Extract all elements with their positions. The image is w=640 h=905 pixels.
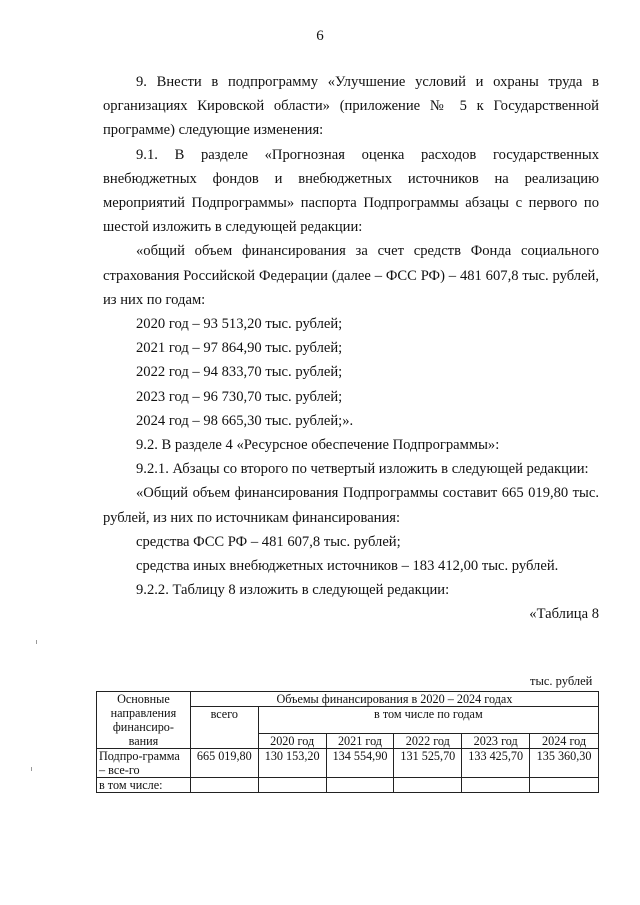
header-year-2024: 2024 год (530, 734, 599, 749)
year-line-2024: 2024 год – 98 665,30 тыс. рублей;». (136, 412, 354, 429)
financing-table (96, 691, 599, 793)
header-year-2020: 2020 год (258, 734, 326, 749)
table-header-row (97, 692, 599, 707)
paragraph-9-2-1: 9.2.1. Абзацы со второго по четвертый изложить в следующей редакции: (136, 461, 589, 478)
cell-2020: 130 153,20 (258, 749, 326, 778)
document-body (103, 70, 599, 627)
row-label: в том числе: (97, 778, 191, 793)
year-line-2022: 2022 год – 94 833,70 тыс. рублей; (136, 364, 343, 381)
header-year-2022: 2022 год (394, 734, 462, 749)
table-unit: тыс. рублей (530, 674, 593, 688)
header-year-2021: 2021 год (326, 734, 394, 749)
paragraph-total-financing: «Общий объем финансирования Подпрограммы составит 665 019,80 тыс. рублей, из них по источникам финансирования: (103, 485, 599, 526)
cell-total (190, 778, 258, 793)
paragraph-other-funds: средства иных внебюджетных источников – 183 412,00 тыс. рублей. (136, 558, 559, 575)
page-number: 6 (316, 28, 324, 44)
header-total: всего (190, 707, 258, 749)
paragraph-9-1: 9.1. В разделе «Прогнозная оценка расходов государственных внебюджетных фондов и внебюджетных источников на реализацию мероприятий Подпрограммы» паспорта Подпрограммы абзацы с первого по шестой изложить в следующей редакции: (103, 146, 599, 236)
paragraph-9-2: 9.2. В разделе 4 «Ресурсное обеспечение Подпрограммы»: (136, 437, 500, 454)
paragraph-9-2-2: 9.2.2. Таблицу 8 изложить в следующей редакции: (136, 582, 450, 599)
paragraph-9: 9. Внести в подпрограмму «Улучшение условий и охраны труда в организациях Кировской области» (приложение № 5 к Государственной программе) следующие изменения: (103, 74, 599, 139)
table-row (97, 749, 599, 778)
cell-2024 (530, 778, 599, 793)
cell-2021 (326, 778, 394, 793)
row-label: Подпро-грамма – все-го (97, 749, 191, 778)
cell-2024: 135 360,30 (530, 749, 599, 778)
year-line-2020: 2020 год – 93 513,20 тыс. рублей; (136, 316, 343, 333)
scan-speck (31, 767, 32, 771)
header-volumes: Объемы финансирования в 2020 – 2024 годах (190, 692, 598, 707)
year-line-2021: 2021 год – 97 864,90 тыс. рублей; (136, 340, 343, 357)
header-year-2023: 2023 год (462, 734, 530, 749)
table-caption: «Таблица 8 (529, 606, 599, 623)
year-line-2023: 2023 год – 96 730,70 тыс. рублей; (136, 388, 343, 405)
cell-2023 (462, 778, 530, 793)
cell-2023: 133 425,70 (462, 749, 530, 778)
cell-2022: 131 525,70 (394, 749, 462, 778)
cell-2020 (258, 778, 326, 793)
scan-speck (36, 640, 37, 644)
table-row (97, 778, 599, 793)
header-by-years: в том числе по годам (258, 707, 598, 734)
cell-2022 (394, 778, 462, 793)
paragraph-fss-total: «общий объем финансирования за счет средств Фонда социального страхования Российской Федерации (далее – ФСС РФ) – 481 607,8 тыс. рублей, из них по годам: (103, 243, 599, 308)
cell-total: 665 019,80 (190, 749, 258, 778)
paragraph-fss-funds: средства ФСС РФ – 481 607,8 тыс. рублей; (136, 533, 401, 550)
header-main: Основные направления финансиро-вания (97, 692, 191, 749)
cell-2021: 134 554,90 (326, 749, 394, 778)
